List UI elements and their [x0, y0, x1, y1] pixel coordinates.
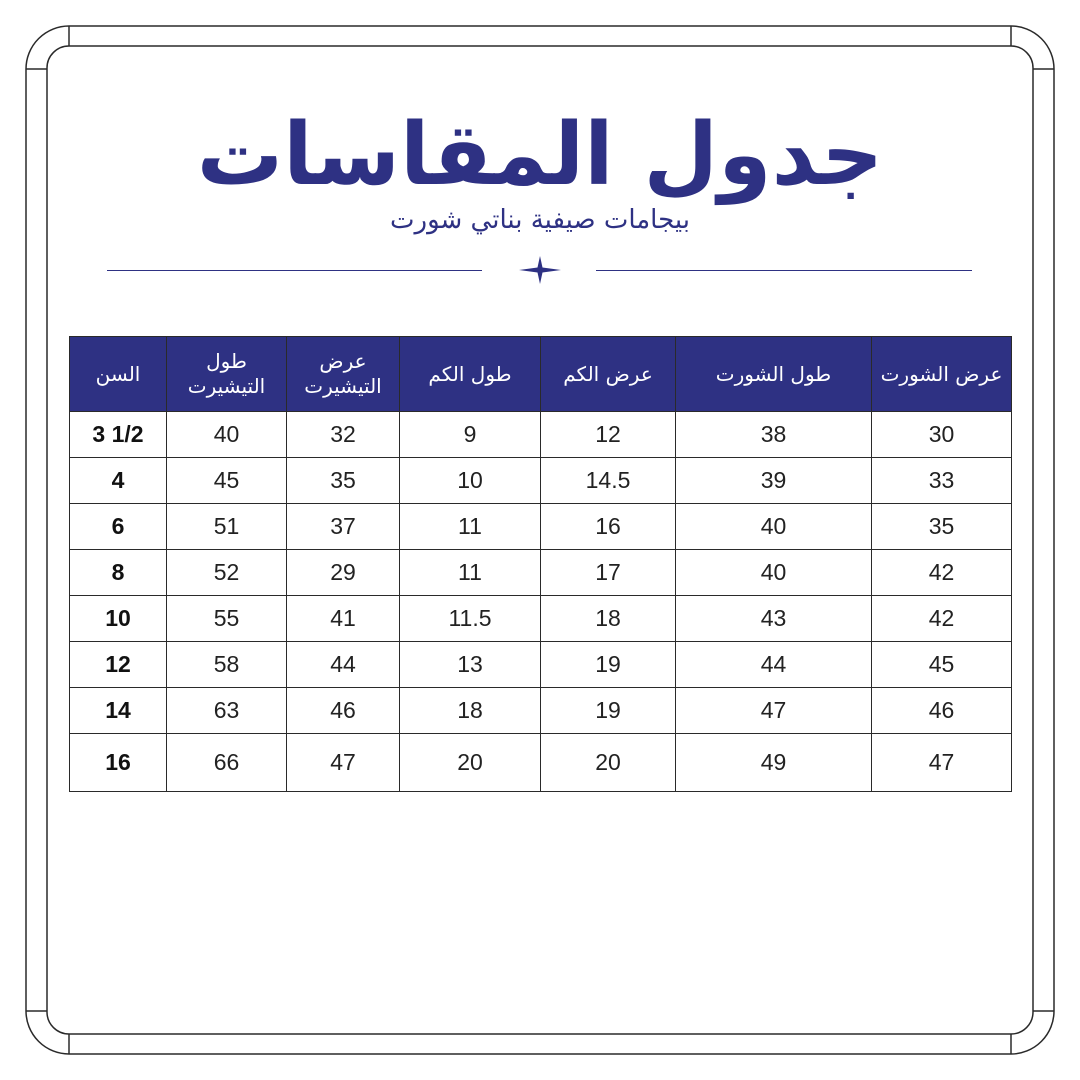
header-sleeve-width: عرض الكم — [541, 337, 676, 412]
cell-age: 3 1/2 — [70, 412, 167, 458]
cell: 33 — [872, 458, 1012, 504]
cell: 16 — [541, 504, 676, 550]
divider-left — [107, 270, 482, 271]
table-row — [70, 688, 1012, 734]
divider-right — [596, 270, 972, 271]
table-row — [70, 734, 1012, 792]
cell: 52 — [167, 550, 287, 596]
header-shorts-width: عرض الشورت — [872, 337, 1012, 412]
cell: 55 — [167, 596, 287, 642]
cell: 41 — [287, 596, 400, 642]
table-row — [70, 642, 1012, 688]
cell: 45 — [872, 642, 1012, 688]
header-age: السن — [70, 337, 167, 412]
cell: 51 — [167, 504, 287, 550]
table-row — [70, 596, 1012, 642]
table-row — [70, 550, 1012, 596]
cell: 18 — [400, 688, 541, 734]
cell: 19 — [541, 688, 676, 734]
cell: 37 — [287, 504, 400, 550]
cell: 49 — [676, 734, 872, 792]
cell: 12 — [541, 412, 676, 458]
table-row — [70, 458, 1012, 504]
cell: 47 — [676, 688, 872, 734]
cell: 58 — [167, 642, 287, 688]
header-sleeve-length: طول الكم — [400, 337, 541, 412]
cell: 35 — [287, 458, 400, 504]
cell-age: 8 — [70, 550, 167, 596]
cell: 42 — [872, 596, 1012, 642]
cell: 19 — [541, 642, 676, 688]
cell: 20 — [541, 734, 676, 792]
cell: 10 — [400, 458, 541, 504]
cell: 35 — [872, 504, 1012, 550]
cell: 20 — [400, 734, 541, 792]
cell: 39 — [676, 458, 872, 504]
cell: 66 — [167, 734, 287, 792]
cell: 43 — [676, 596, 872, 642]
header-shorts-length: طول الشورت — [676, 337, 872, 412]
page-subtitle: بيجامات صيفية بناتي شورت — [390, 205, 690, 235]
cell: 47 — [287, 734, 400, 792]
cell: 30 — [872, 412, 1012, 458]
cell: 11 — [400, 504, 541, 550]
table-header-row — [70, 337, 1012, 412]
cell-age: 12 — [70, 642, 167, 688]
cell: 9 — [400, 412, 541, 458]
table-row — [70, 412, 1012, 458]
cell: 29 — [287, 550, 400, 596]
cell: 45 — [167, 458, 287, 504]
cell: 42 — [872, 550, 1012, 596]
cell: 44 — [676, 642, 872, 688]
cell-age: 6 — [70, 504, 167, 550]
cell-age: 10 — [70, 596, 167, 642]
sparkle-icon — [517, 252, 563, 288]
cell: 18 — [541, 596, 676, 642]
cell: 17 — [541, 550, 676, 596]
cell: 13 — [400, 642, 541, 688]
cell: 14.5 — [541, 458, 676, 504]
cell: 40 — [676, 550, 872, 596]
cell: 46 — [872, 688, 1012, 734]
cell: 44 — [287, 642, 400, 688]
cell: 63 — [167, 688, 287, 734]
header-tshirt-width: عرض التيشيرت — [287, 337, 400, 412]
cell: 40 — [167, 412, 287, 458]
cell: 11.5 — [400, 596, 541, 642]
cell: 38 — [676, 412, 872, 458]
cell: 40 — [676, 504, 872, 550]
cell: 32 — [287, 412, 400, 458]
cell: 11 — [400, 550, 541, 596]
cell-age: 16 — [70, 734, 167, 792]
size-table — [69, 336, 1012, 792]
header-tshirt-length: طول التيشيرت — [167, 337, 287, 412]
cell-age: 4 — [70, 458, 167, 504]
cell: 47 — [872, 734, 1012, 792]
cell: 46 — [287, 688, 400, 734]
table-row — [70, 504, 1012, 550]
cell-age: 14 — [70, 688, 167, 734]
page-title: جدول المقاسات — [196, 105, 884, 205]
